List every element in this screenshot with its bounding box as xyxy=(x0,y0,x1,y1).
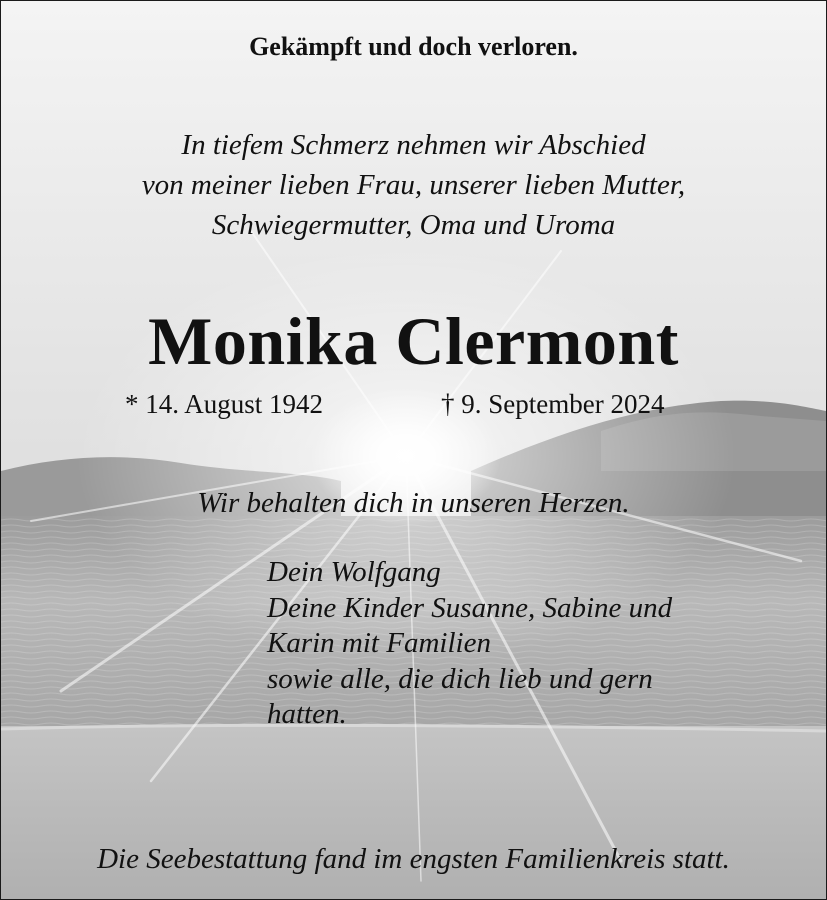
footer-note: Die Seebestattung fand im engsten Familienkreis statt. xyxy=(97,843,730,875)
signers xyxy=(267,555,672,733)
deceased-name: Monika Clermont xyxy=(148,303,679,379)
headline: Gekämpft und doch verloren. xyxy=(249,32,578,61)
signer-line: hatten. xyxy=(267,698,347,730)
signer-line: Karin mit Familien xyxy=(267,627,491,659)
signer-line: Dein Wolfgang xyxy=(267,556,441,588)
intro-line: Schwiegermutter, Oma und Uroma xyxy=(211,209,616,241)
motto: Wir behalten dich in unseren Herzen. xyxy=(197,487,630,519)
signer-line: Deine Kinder Susanne, Sabine und xyxy=(267,591,673,624)
intro-line: von meiner lieben Frau, unserer lieben Mutter, xyxy=(141,169,686,201)
birth-date: * 14. August 1942 xyxy=(125,389,324,419)
signer-line: sowie alle, die dich lieb und gern xyxy=(267,662,653,695)
intro-line: In tiefem Schmerz nehmen wir Abschied xyxy=(181,129,646,161)
death-date: † 9. September 2024 xyxy=(441,389,665,419)
intro-text xyxy=(1,125,826,245)
